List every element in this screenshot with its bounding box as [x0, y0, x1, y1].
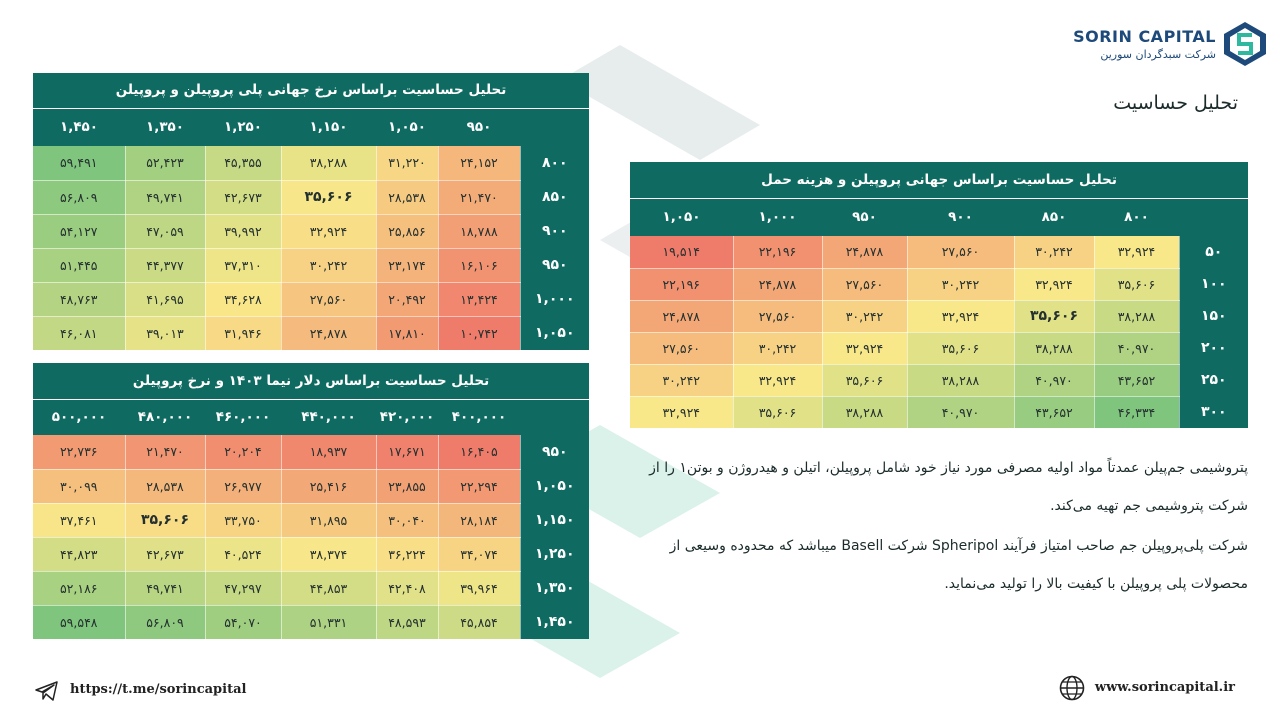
- value-cell: ۴۹,۷۴۱: [125, 180, 205, 214]
- highlighted-base-value: ۳۵,۶۰۶: [281, 180, 376, 214]
- row-header: ۱,۳۵۰: [520, 571, 589, 605]
- value-cell: ۴۰,۹۷۰: [1014, 364, 1094, 396]
- sensitivity-table-shipping-cost: [630, 162, 1248, 429]
- row-header: ۱۵۰: [1179, 300, 1248, 332]
- table-row: [630, 364, 1248, 396]
- table-row: [33, 537, 589, 571]
- value-cell: ۴۲,۶۷۳: [125, 537, 205, 571]
- value-cell: ۲۷,۵۶۰: [630, 332, 733, 364]
- sorin-logo-icon: [1222, 20, 1268, 68]
- column-header: ۵۰۰,۰۰۰: [33, 399, 125, 435]
- value-cell: ۳۸,۲۸۸: [907, 364, 1014, 396]
- table-title: تحلیل حساسیت براساس نرخ جهانی پلی پروپیلن و پروپیلن: [33, 73, 589, 108]
- value-cell: ۳۴,۰۷۴: [438, 537, 520, 571]
- page-title: تحلیل حساسیت: [1113, 92, 1238, 114]
- row-header: ۵۰: [1179, 236, 1248, 268]
- row-header: ۲۰۰: [1179, 332, 1248, 364]
- value-cell: ۵۲,۱۸۶: [33, 571, 125, 605]
- value-cell: ۲۸,۵۳۸: [125, 469, 205, 503]
- row-header: ۸۵۰: [520, 180, 589, 214]
- column-header: ۱,۰۵۰: [376, 108, 438, 146]
- column-header: ۸۰۰: [1094, 198, 1179, 236]
- corner-cell: [520, 399, 589, 435]
- value-cell: ۲۸,۱۸۴: [438, 503, 520, 537]
- table-row: [33, 435, 589, 469]
- table-row: [630, 332, 1248, 364]
- logo-name-fa: شرکت سبدگردان سورین: [1100, 48, 1216, 61]
- value-cell: ۵۲,۴۲۳: [125, 146, 205, 180]
- table-row: [33, 146, 589, 180]
- value-cell: ۳۰,۲۴۲: [907, 268, 1014, 300]
- value-cell: ۴۷,۲۹۷: [205, 571, 281, 605]
- value-cell: ۳۲,۹۲۴: [1094, 236, 1179, 268]
- table-row: [33, 469, 589, 503]
- value-cell: ۱۶,۱۰۶: [438, 248, 520, 282]
- value-cell: ۴۸,۷۶۳: [33, 282, 125, 316]
- value-cell: ۳۸,۲۸۸: [1014, 332, 1094, 364]
- value-cell: ۲۴,۱۵۲: [438, 146, 520, 180]
- value-cell: ۳۸,۲۸۸: [281, 146, 376, 180]
- value-cell: ۴۲,۴۰۸: [376, 571, 438, 605]
- column-header: ۱,۱۵۰: [281, 108, 376, 146]
- bg-chevron-gray: [560, 45, 760, 160]
- value-cell: ۲۲,۱۹۶: [630, 268, 733, 300]
- value-cell: ۳۲,۹۲۴: [822, 332, 907, 364]
- value-cell: ۴۷,۰۵۹: [125, 214, 205, 248]
- table-row: [33, 571, 589, 605]
- value-cell: ۳۹,۰۱۳: [125, 316, 205, 350]
- table-title: تحلیل حساسیت براساس دلار نیما ۱۴۰۳ و نرخ پروپیلن: [33, 363, 589, 399]
- value-cell: ۱۹,۵۱۴: [630, 236, 733, 268]
- value-cell: ۱۳,۴۲۴: [438, 282, 520, 316]
- column-header: ۴۴۰,۰۰۰: [281, 399, 376, 435]
- value-cell: ۵۴,۱۲۷: [33, 214, 125, 248]
- value-cell: ۳۶,۲۲۴: [376, 537, 438, 571]
- value-cell: ۲۷,۵۶۰: [907, 236, 1014, 268]
- value-cell: ۲۴,۸۷۸: [822, 236, 907, 268]
- value-cell: ۲۷,۵۶۰: [281, 282, 376, 316]
- table-row: [630, 300, 1248, 332]
- row-header: ۹۵۰: [520, 248, 589, 282]
- table-row: [33, 282, 589, 316]
- value-cell: ۳۰,۲۴۲: [822, 300, 907, 332]
- column-header: ۴۲۰,۰۰۰: [376, 399, 438, 435]
- value-cell: ۳۹,۹۶۴: [438, 571, 520, 605]
- value-cell: ۲۰,۴۹۲: [376, 282, 438, 316]
- highlighted-base-value: ۳۵,۶۰۶: [1014, 300, 1094, 332]
- table-row: [630, 396, 1248, 428]
- value-cell: ۲۳,۸۵۵: [376, 469, 438, 503]
- value-cell: ۲۰,۲۰۴: [205, 435, 281, 469]
- column-header: ۹۵۰: [438, 108, 520, 146]
- value-cell: ۲۴,۸۷۸: [733, 268, 822, 300]
- value-cell: ۴۰,۹۷۰: [907, 396, 1014, 428]
- value-cell: ۳۵,۶۰۶: [907, 332, 1014, 364]
- column-header: ۹۰۰: [907, 198, 1014, 236]
- row-header: ۱,۰۵۰: [520, 316, 589, 350]
- column-header: ۴۰۰,۰۰۰: [438, 399, 520, 435]
- value-cell: ۲۱,۴۷۰: [438, 180, 520, 214]
- table-row: [33, 503, 589, 537]
- value-cell: ۳۲,۹۲۴: [281, 214, 376, 248]
- value-cell: ۳۸,۲۸۸: [1094, 300, 1179, 332]
- value-cell: ۳۷,۳۱۰: [205, 248, 281, 282]
- value-cell: ۲۲,۱۹۶: [733, 236, 822, 268]
- value-cell: ۳۱,۸۹۵: [281, 503, 376, 537]
- value-cell: ۴۱,۶۹۵: [125, 282, 205, 316]
- column-header: ۹۵۰: [822, 198, 907, 236]
- value-cell: ۳۷,۴۶۱: [33, 503, 125, 537]
- value-cell: ۴۵,۳۵۵: [205, 146, 281, 180]
- company-logo: [1073, 20, 1268, 68]
- table-row: [33, 316, 589, 350]
- description-paragraph-license: شرکت پلی‌پروپیلن جم صاحب امتیاز فرآیند Spheripol شرکت Basell میباشد که محدوده وسیعی از محصولات پلی پروپیلن با کیفیت بالا را تولید می‌نماید.: [669, 538, 1248, 592]
- value-cell: ۲۱,۴۷۰: [125, 435, 205, 469]
- value-cell: ۳۰,۰۴۰: [376, 503, 438, 537]
- value-cell: ۲۷,۵۶۰: [822, 268, 907, 300]
- value-cell: ۵۶,۸۰۹: [33, 180, 125, 214]
- value-cell: ۳۵,۶۰۶: [822, 364, 907, 396]
- column-header: ۸۵۰: [1014, 198, 1094, 236]
- row-header: ۳۰۰: [1179, 396, 1248, 428]
- column-header: ۱,۳۵۰: [125, 108, 205, 146]
- value-cell: ۳۵,۶۰۶: [733, 396, 822, 428]
- row-header: ۹۵۰: [520, 435, 589, 469]
- value-cell: ۳۸,۳۷۴: [281, 537, 376, 571]
- value-cell: ۱۸,۷۸۸: [438, 214, 520, 248]
- value-cell: ۱۷,۸۱۰: [376, 316, 438, 350]
- value-cell: ۴۰,۹۷۰: [1094, 332, 1179, 364]
- value-cell: ۱۸,۹۳۷: [281, 435, 376, 469]
- value-cell: ۵۱,۴۴۵: [33, 248, 125, 282]
- value-cell: ۳۰,۲۴۲: [281, 248, 376, 282]
- table-row: [630, 268, 1248, 300]
- corner-cell: [1179, 198, 1248, 236]
- table-row: [630, 236, 1248, 268]
- table-row: [33, 248, 589, 282]
- value-cell: ۳۱,۹۴۶: [205, 316, 281, 350]
- value-cell: ۴۳,۶۵۲: [1094, 364, 1179, 396]
- value-cell: ۲۲,۷۳۶: [33, 435, 125, 469]
- row-header: ۱,۴۵۰: [520, 605, 589, 639]
- value-cell: ۳۹,۹۹۲: [205, 214, 281, 248]
- column-header: ۱,۰۰۰: [733, 198, 822, 236]
- value-cell: ۳۲,۹۲۴: [733, 364, 822, 396]
- value-cell: ۳۸,۲۸۸: [822, 396, 907, 428]
- globe-icon: [1059, 675, 1085, 701]
- sensitivity-table-nima-dollar: [33, 363, 589, 640]
- row-header: ۹۰۰: [520, 214, 589, 248]
- value-cell: ۴۰,۵۲۴: [205, 537, 281, 571]
- website-link[interactable]: www.sorincapital.ir: [1094, 680, 1235, 695]
- value-cell: ۴۳,۶۵۲: [1014, 396, 1094, 428]
- telegram-icon: [35, 681, 59, 701]
- column-header: ۱,۰۵۰: [630, 198, 733, 236]
- value-cell: ۲۶,۹۷۷: [205, 469, 281, 503]
- row-header: ۱۰۰: [1179, 268, 1248, 300]
- value-cell: ۵۴,۰۷۰: [205, 605, 281, 639]
- value-cell: ۵۶,۸۰۹: [125, 605, 205, 639]
- column-header: ۱,۴۵۰: [33, 108, 125, 146]
- value-cell: ۴۹,۷۴۱: [125, 571, 205, 605]
- value-cell: ۲۲,۲۹۴: [438, 469, 520, 503]
- value-cell: ۲۴,۸۷۸: [630, 300, 733, 332]
- table-row: [33, 214, 589, 248]
- table-row: [33, 605, 589, 639]
- value-cell: ۴۶,۰۸۱: [33, 316, 125, 350]
- row-header: ۱,۰۰۰: [520, 282, 589, 316]
- row-header: ۱,۲۵۰: [520, 537, 589, 571]
- value-cell: ۵۹,۴۹۱: [33, 146, 125, 180]
- value-cell: ۳۱,۲۲۰: [376, 146, 438, 180]
- description-paragraph-feedstock: پتروشیمی جم‌پیلن عمدتاً مواد اولیه مصرفی مورد نیاز خود شامل پروپیلن، اتیلن و هیدروژن و بوتن۱ را از شرکت پتروشیمی جم تهیه می‌کند.: [649, 460, 1248, 514]
- table-title: تحلیل حساسیت براساس جهانی پروپیلن و هزینه حمل: [630, 162, 1248, 198]
- value-cell: ۳۳,۷۵۰: [205, 503, 281, 537]
- value-cell: ۲۸,۵۳۸: [376, 180, 438, 214]
- value-cell: ۳۵,۶۰۶: [1094, 268, 1179, 300]
- value-cell: ۴۴,۳۷۷: [125, 248, 205, 282]
- value-cell: ۴۴,۸۵۳: [281, 571, 376, 605]
- column-header: ۴۸۰,۰۰۰: [125, 399, 205, 435]
- value-cell: ۱۷,۶۷۱: [376, 435, 438, 469]
- value-cell: ۲۴,۸۷۸: [281, 316, 376, 350]
- value-cell: ۴۴,۸۲۳: [33, 537, 125, 571]
- value-cell: ۳۰,۲۴۲: [1014, 236, 1094, 268]
- table-row: [33, 180, 589, 214]
- value-cell: ۱۰,۷۴۲: [438, 316, 520, 350]
- value-cell: ۱۶,۴۰۵: [438, 435, 520, 469]
- value-cell: ۴۵,۸۵۴: [438, 605, 520, 639]
- row-header: ۱,۱۵۰: [520, 503, 589, 537]
- value-cell: ۳۰,۲۴۲: [630, 364, 733, 396]
- value-cell: ۴۶,۳۳۴: [1094, 396, 1179, 428]
- row-header: ۲۵۰: [1179, 364, 1248, 396]
- value-cell: ۳۲,۹۲۴: [907, 300, 1014, 332]
- row-header: ۱,۰۵۰: [520, 469, 589, 503]
- telegram-link[interactable]: https://t.me/sorincapital: [70, 682, 247, 697]
- value-cell: ۳۲,۹۲۴: [630, 396, 733, 428]
- value-cell: ۲۳,۱۷۴: [376, 248, 438, 282]
- value-cell: ۳۲,۹۲۴: [1014, 268, 1094, 300]
- value-cell: ۳۰,۲۴۲: [733, 332, 822, 364]
- row-header: ۸۰۰: [520, 146, 589, 180]
- value-cell: ۳۰,۰۹۹: [33, 469, 125, 503]
- highlighted-base-value: ۳۵,۶۰۶: [125, 503, 205, 537]
- corner-cell: [520, 108, 589, 146]
- value-cell: ۵۱,۳۳۱: [281, 605, 376, 639]
- value-cell: ۴۲,۶۷۳: [205, 180, 281, 214]
- sensitivity-table-pp-propylene: [33, 73, 589, 351]
- column-header: ۴۶۰,۰۰۰: [205, 399, 281, 435]
- logo-name-en: SORIN CAPITAL: [1073, 27, 1216, 46]
- value-cell: ۲۵,۴۱۶: [281, 469, 376, 503]
- value-cell: ۴۸,۵۹۳: [376, 605, 438, 639]
- column-header: ۱,۲۵۰: [205, 108, 281, 146]
- value-cell: ۵۹,۵۴۸: [33, 605, 125, 639]
- value-cell: ۲۵,۸۵۶: [376, 214, 438, 248]
- value-cell: ۳۴,۶۲۸: [205, 282, 281, 316]
- value-cell: ۲۷,۵۶۰: [733, 300, 822, 332]
